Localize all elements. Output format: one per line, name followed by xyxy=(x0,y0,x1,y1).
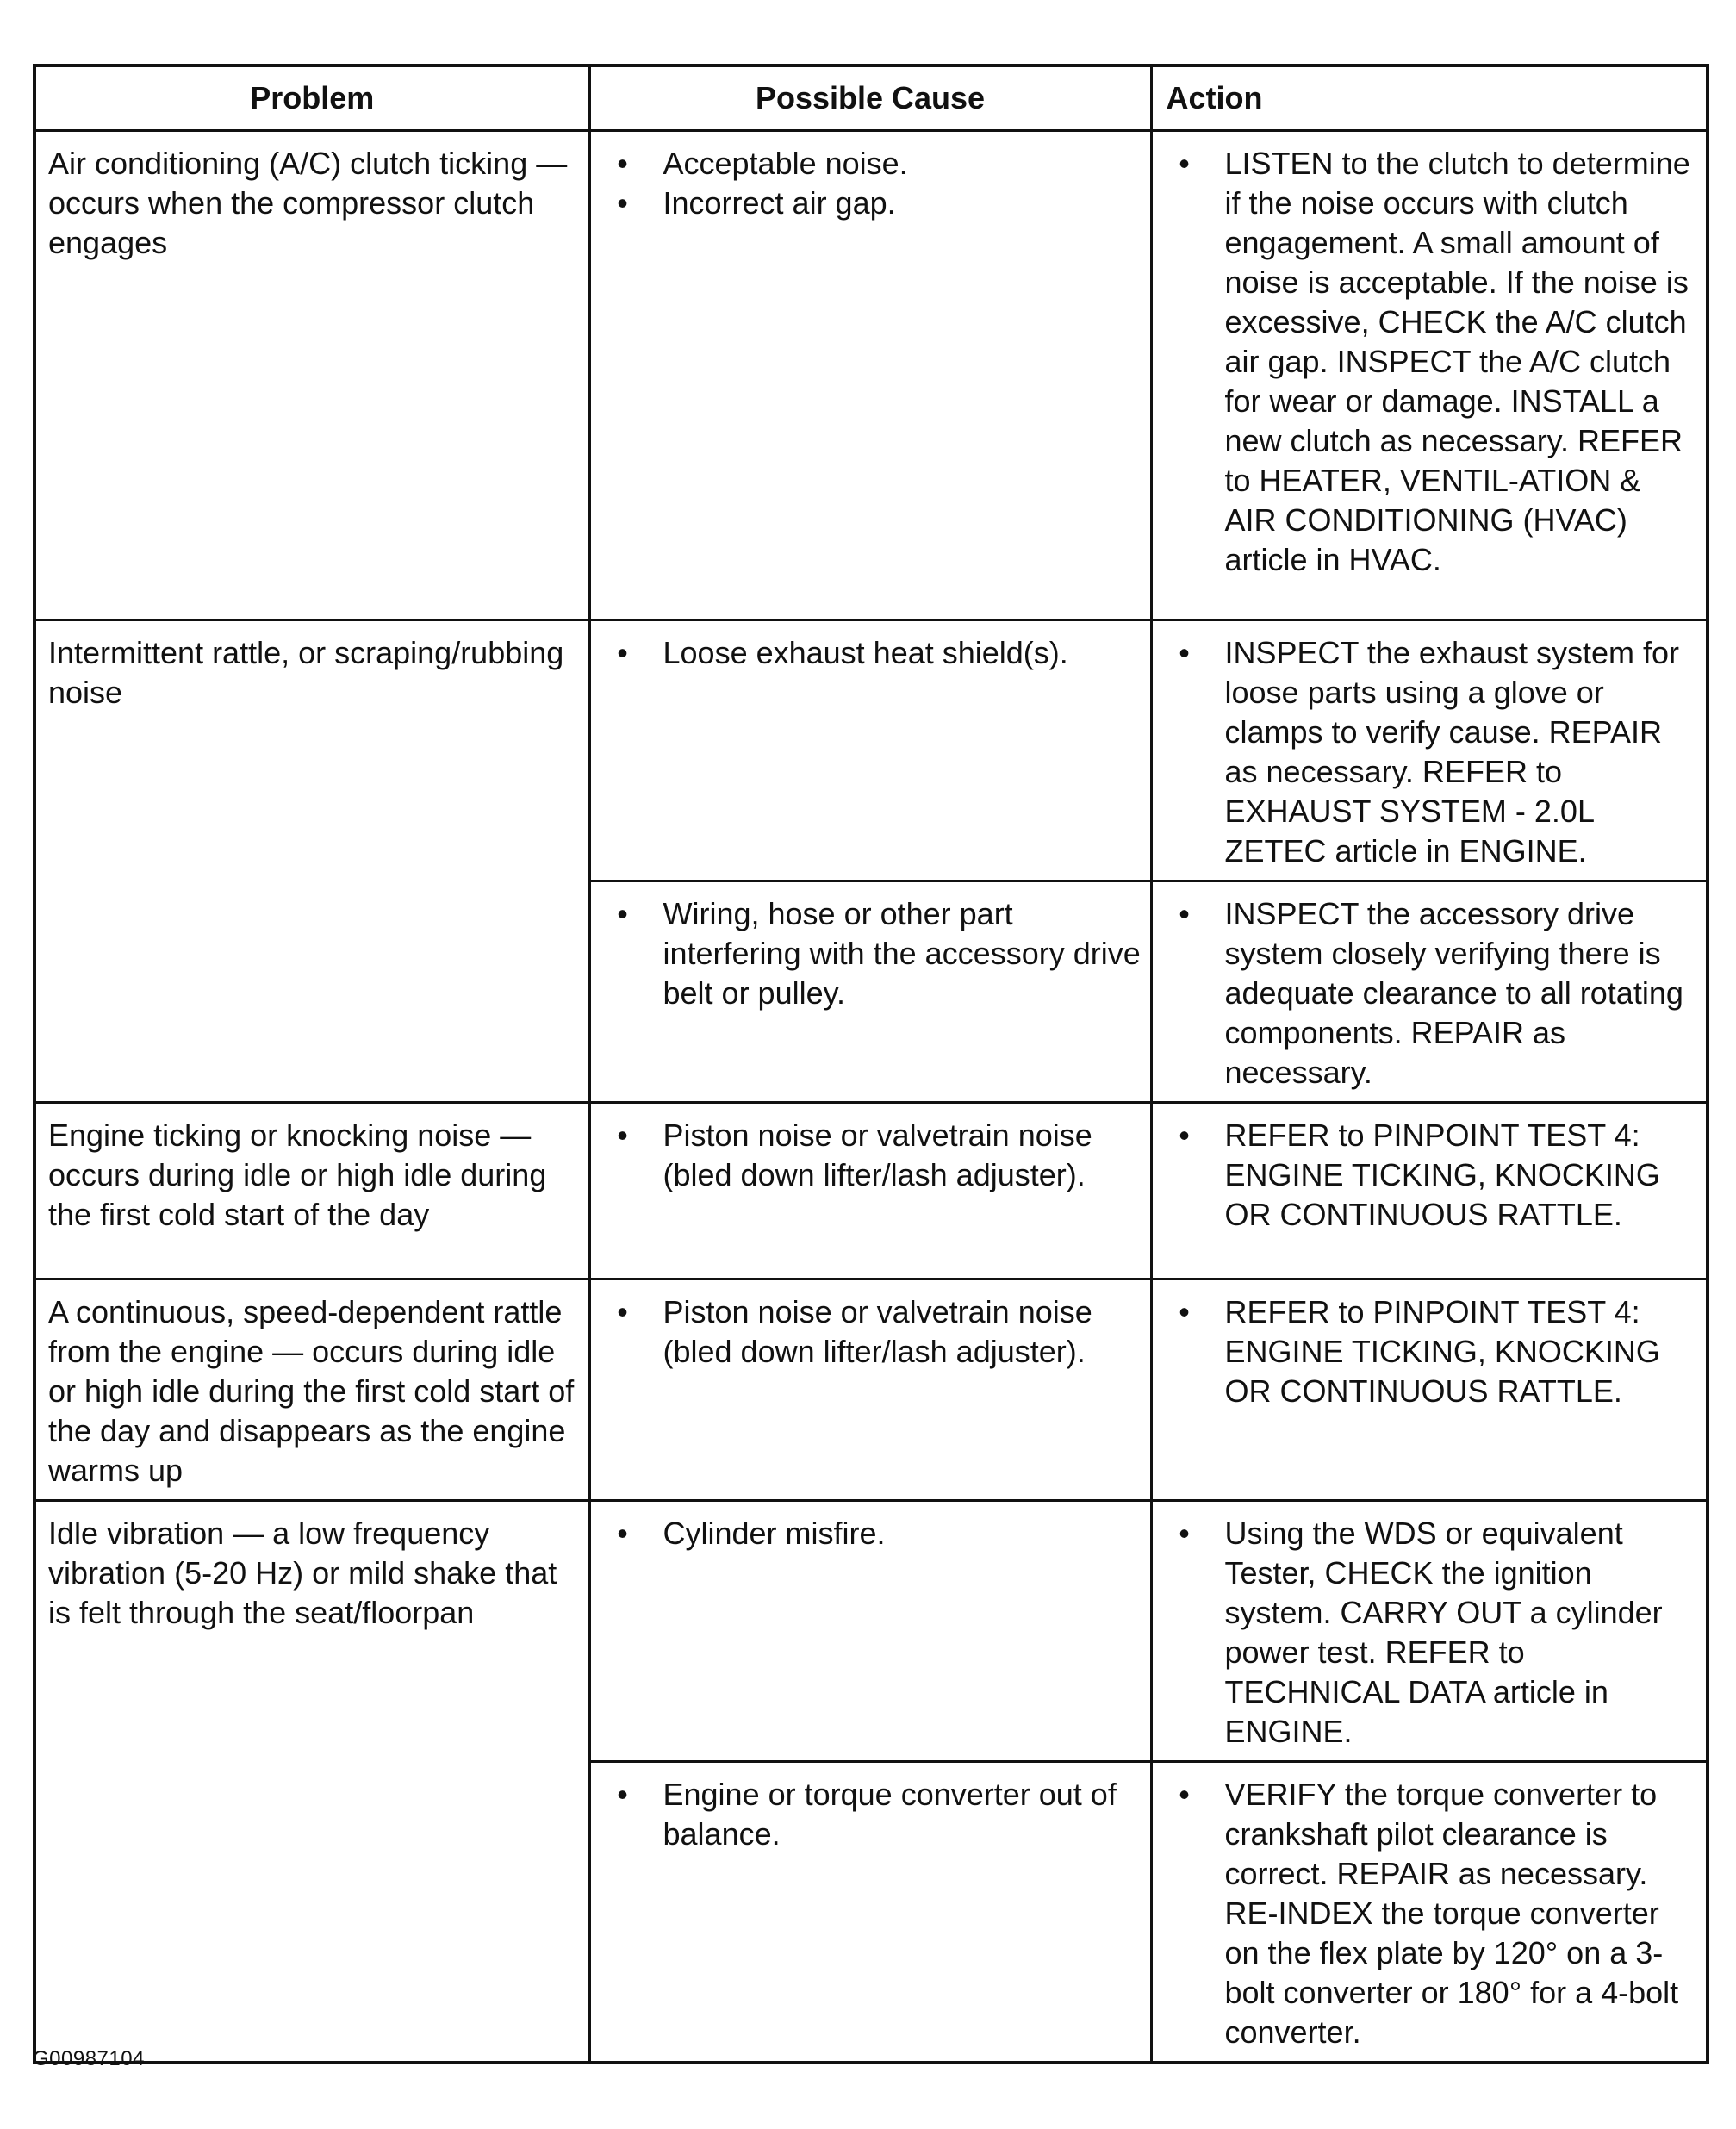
cause-list xyxy=(603,1292,1142,1372)
problem-cell: Idle vibration — a low frequency vibration (5-20 Hz) or mild shake that is felt through the seat/floorpan xyxy=(34,1501,589,2064)
action-item: • INSPECT the exhaust system for loose parts using a glove or clamps to verify cause. REPAIR as necessary. REFER to EXHAUST SYSTEM - 2.0L ZETEC article in ENGINE. xyxy=(1165,633,1698,871)
bullet-icon: • xyxy=(1179,635,1190,670)
table-row xyxy=(34,131,1708,620)
problem-cell: Air conditioning (A/C) clutch ticking — occurs when the compressor clutch engages xyxy=(34,131,589,620)
cause-cell xyxy=(589,620,1151,881)
bullet-icon: • xyxy=(617,146,628,181)
cause-cell xyxy=(589,1103,1151,1279)
problem-cell: Engine ticking or knocking noise — occurs during idle or high idle during the first cold start of the day xyxy=(34,1103,589,1279)
cause-item: • Piston noise or valvetrain noise (bled down lifter/lash adjuster). xyxy=(603,1292,1142,1372)
cause-header: Possible Cause xyxy=(589,65,1151,131)
cause-list xyxy=(603,633,1142,673)
action-cell xyxy=(1151,1501,1708,1762)
bullet-icon: • xyxy=(1179,1117,1190,1153)
cause-item: • Wiring, hose or other part interfering with the accessory drive belt or pulley. xyxy=(603,894,1142,1013)
cause-cell xyxy=(589,1279,1151,1501)
action-item: • REFER to PINPOINT TEST 4: ENGINE TICKING, KNOCKING OR CONTINUOUS RATTLE. xyxy=(1165,1292,1698,1411)
bullet-icon: • xyxy=(617,1516,628,1551)
bullet-icon: • xyxy=(617,1777,628,1812)
cause-item: • Loose exhaust heat shield(s). xyxy=(603,633,1142,673)
diagnosis-table xyxy=(33,64,1709,2064)
bullet-icon: • xyxy=(617,896,628,931)
cause-item: • Engine or torque converter out of balance. xyxy=(603,1775,1142,1854)
table-row xyxy=(34,620,1708,881)
table-row xyxy=(34,1501,1708,1762)
cause-list xyxy=(603,1775,1142,1854)
action-cell xyxy=(1151,1762,1708,2064)
bullet-icon: • xyxy=(617,1294,628,1329)
cause-item: • Piston noise or valvetrain noise (bled down lifter/lash adjuster). xyxy=(603,1116,1142,1195)
bullet-icon: • xyxy=(1179,896,1190,931)
header-row xyxy=(34,65,1708,131)
bullet-icon: • xyxy=(1179,1777,1190,1812)
cause-list xyxy=(603,1514,1142,1553)
table-row xyxy=(34,1103,1708,1279)
problem-cell: Intermittent rattle, or scraping/rubbing noise xyxy=(34,620,589,1103)
table-row xyxy=(34,1279,1708,1501)
cause-cell xyxy=(589,1762,1151,2064)
bullet-icon: • xyxy=(1179,1516,1190,1551)
bullet-icon: • xyxy=(617,635,628,670)
cause-list xyxy=(603,894,1142,1013)
cause-cell xyxy=(589,881,1151,1103)
bullet-icon: • xyxy=(1179,1294,1190,1329)
cause-item: • Incorrect air gap. xyxy=(603,184,1142,223)
bullet-icon: • xyxy=(617,1117,628,1153)
bullet-icon: • xyxy=(617,185,628,221)
action-cell xyxy=(1151,881,1708,1103)
action-item: • LISTEN to the clutch to determine if the noise occurs with clutch engagement. A small amount of noise is acceptable. If the noise is excessive, CHECK the A/C clutch air gap. INSPECT the A/C clutch for wear or damage. INSTALL a new clutch as necessary. REFER to HEATER, VENTIL-ATION & AIR CONDITIONING (HVAC) article in HVAC. xyxy=(1165,144,1698,580)
cause-item: • Cylinder misfire. xyxy=(603,1514,1142,1553)
cause-cell xyxy=(589,1501,1151,1762)
action-item: • VERIFY the torque converter to crankshaft pilot clearance is correct. REPAIR as necessary. RE-INDEX the torque converter on the flex plate by 120° on a 3-bolt converter or 180° for a 4-bolt converter. xyxy=(1165,1775,1698,2052)
figure-code: G00987104 xyxy=(33,2047,145,2070)
cause-list xyxy=(603,1116,1142,1195)
bullet-icon: • xyxy=(1179,146,1190,181)
action-cell xyxy=(1151,131,1708,620)
action-header: Action xyxy=(1151,65,1708,131)
action-item: • Using the WDS or equivalent Tester, CHECK the ignition system. CARRY OUT a cylinder power test. REFER to TECHNICAL DATA article in ENGINE. xyxy=(1165,1514,1698,1752)
action-cell xyxy=(1151,1279,1708,1501)
cause-cell xyxy=(589,131,1151,620)
problem-header: Problem xyxy=(34,65,589,131)
cause-list xyxy=(603,144,1142,223)
action-cell xyxy=(1151,1103,1708,1279)
action-cell xyxy=(1151,620,1708,881)
cause-item: • Acceptable noise. xyxy=(603,144,1142,184)
action-item: • INSPECT the accessory drive system closely verifying there is adequate clearance to all rotating components. REPAIR as necessary. xyxy=(1165,894,1698,1093)
action-item: • REFER to PINPOINT TEST 4: ENGINE TICKING, KNOCKING OR CONTINUOUS RATTLE. xyxy=(1165,1116,1698,1235)
problem-cell: A continuous, speed-dependent rattle from the engine — occurs during idle or high idle during the first cold start of the day and disappears as the engine warms up xyxy=(34,1279,589,1501)
